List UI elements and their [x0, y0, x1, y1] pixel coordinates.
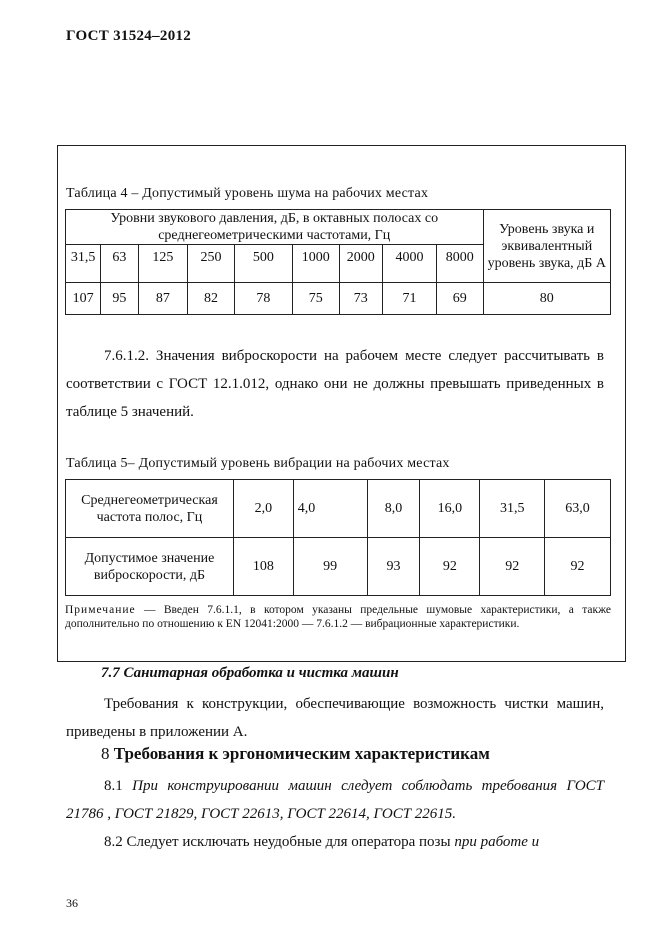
table-cell: 78 — [234, 283, 292, 315]
section-8-number: 8 — [101, 744, 114, 763]
section-8-heading — [101, 744, 490, 764]
table-cell: 75 — [292, 283, 339, 315]
paragraph-8-1-text: При конструировании машин следует соблюдать требования ГОСТ 21786 , ГОСТ 21829, ГОСТ 22613, ГОСТ 22614, ГОСТ 22615. — [66, 778, 604, 822]
table-cell: 69 — [436, 283, 483, 315]
table-cell: 92 — [480, 538, 545, 596]
row-label: Среднегеометрическая частота полос, Гц — [66, 480, 234, 538]
table-cell: 82 — [188, 283, 235, 315]
section-7-7-text: Требования к конструкции, обеспечивающие возможность чистки машин, приведены в приложении А. — [66, 696, 604, 740]
paragraph-8-1-number: 8.1 — [104, 778, 133, 794]
table-cell: 16,0 — [420, 480, 480, 538]
page-number: 36 — [66, 896, 78, 910]
paragraph-8-2-italic: при работе и — [454, 834, 540, 850]
table-cell: 4000 — [383, 245, 437, 283]
table-cell: 2000 — [339, 245, 383, 283]
table-cell: 93 — [367, 538, 420, 596]
table-cell: 108 — [233, 538, 293, 596]
table-cell: 71 — [383, 283, 437, 315]
vibration-frequency-row — [66, 480, 611, 538]
table-cell: 92 — [420, 538, 480, 596]
table-cell: 95 — [101, 283, 138, 315]
table-cell: 250 — [188, 245, 235, 283]
table-cell: 63,0 — [545, 480, 611, 538]
noise-values-row — [66, 283, 611, 315]
table-cell: 63 — [101, 245, 138, 283]
vibration-table — [65, 479, 611, 596]
table-note — [65, 603, 611, 631]
table-cell: 2,0 — [233, 480, 293, 538]
table5-caption: Таблица 5– Допустимый уровень вибрации на рабочих местах — [66, 456, 450, 471]
table-cell: 73 — [339, 283, 383, 315]
paragraph-8-2-text: 8.2 Следует исключать неудобные для оператора позы — [104, 834, 455, 850]
document-header: ГОСТ 31524–2012 — [66, 28, 192, 44]
table4-caption: Таблица 4 – Допустимый уровень шума на рабочих местах — [66, 186, 429, 201]
table-cell: 500 — [234, 245, 292, 283]
table-cell: 80 — [483, 283, 610, 315]
table-cell: 107 — [66, 283, 101, 315]
table-cell: 8000 — [436, 245, 483, 283]
paragraph-8-2 — [66, 828, 604, 856]
table-cell: 87 — [138, 283, 188, 315]
table-cell: 8,0 — [367, 480, 420, 538]
row-label: Допустимое значение виброскорости, дБ — [66, 538, 234, 596]
section-7-7-heading: 7.7 Санитарная обработка и чистка машин — [101, 665, 399, 681]
table-cell: 31,5 — [66, 245, 101, 283]
note-label: Примечание — [65, 604, 136, 616]
paragraph-8-1 — [66, 772, 604, 828]
paragraph-7-6-1-2: 7.6.1.2. Значения виброскорости на рабочем месте следует рассчитывать в соответствии с ГОСТ 12.1.012, однако они не должны превышать приведенных в таблице 5 значений. — [66, 348, 604, 420]
table-cell: 1000 — [292, 245, 339, 283]
table-cell: 31,5 — [480, 480, 545, 538]
table-cell: 4,0 — [293, 480, 367, 538]
table-cell: 92 — [545, 538, 611, 596]
table-cell: 125 — [138, 245, 188, 283]
note-text: — Введен 7.6.1.1, в котором указаны предельные шумовые характеристики, а также дополнительно по отношению к EN 12041:2000 — 7.6.1.2 — вибрационные характеристики. — [65, 604, 611, 630]
sound-level-header: Уровень звука и эквивалентный уровень звука, дБ А — [483, 210, 610, 283]
vibration-values-row — [66, 538, 611, 596]
octave-bands-header: Уровни звукового давления, дБ, в октавных полосах со среднегеометрическими частотами, Гц — [66, 210, 484, 245]
noise-table — [65, 209, 611, 315]
section-8-title: Требования к эргономическим характеристикам — [113, 744, 490, 763]
table-cell: 99 — [293, 538, 367, 596]
